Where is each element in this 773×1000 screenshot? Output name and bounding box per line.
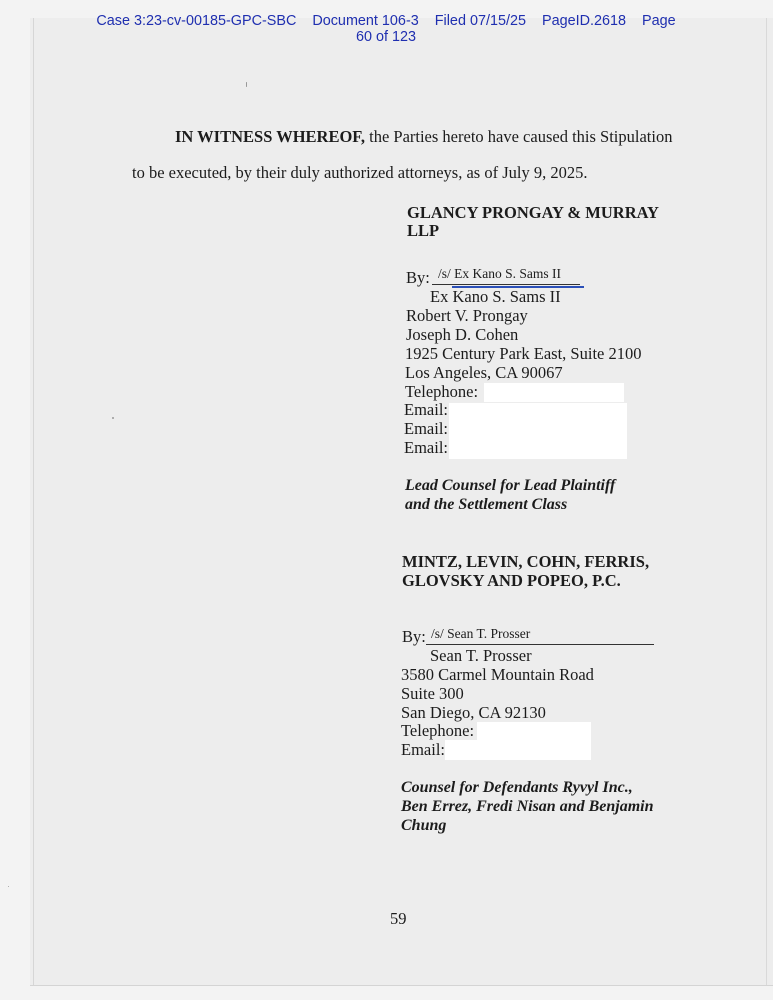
address-line: Suite 300 [401,684,464,703]
counsel-role: Lead Counsel for Lead Plaintiff [405,477,616,494]
firm-name-1-cont: LLP [407,221,440,240]
by-label: By: [406,268,430,287]
document-number: Document 106-3 [312,13,419,29]
signature: /s/ Sean T. Prosser [431,626,531,641]
address-line: 3580 Carmel Mountain Road [401,665,594,684]
witness-rest: the Parties hereto have caused this Stipulation [364,127,673,146]
signature-line [426,644,654,645]
page-edge [766,18,767,986]
filed-date: Filed 07/15/25 [434,13,526,29]
signature-line [432,284,580,285]
witness-line-1 [175,127,672,147]
telephone-label: Telephone: [405,382,479,401]
address-line: 1925 Century Park East, Suite 2100 [405,344,642,363]
counsel-role-cont: Ben Errez, Fredi Nisan and Benjamin [401,798,654,815]
email-label: Email: [404,438,448,457]
case-number: Case 3:23-cv-00185-GPC-SBC [96,13,297,29]
page-number: 59 [390,909,407,928]
page-of-total: 60 of 123 [355,29,416,45]
page-id: PageID.2618 [541,13,626,29]
firm-name-2-cont: GLOVSKY AND POPEO, P.C. [402,571,621,590]
signer-name: Ex Kano S. Sams II [430,287,561,306]
attorney-name: Joseph D. Cohen [406,325,519,344]
redaction-box [477,722,591,740]
firm-name-1: GLANCY PRONGAY & MURRAY [407,203,659,222]
address-line: Los Angeles, CA 90067 [405,363,563,382]
witness-line-2: to be executed, by their duly authorized attorneys, as of July 9, 2025. [132,163,588,182]
page-edge [33,18,34,986]
attorney-name: Robert V. Prongay [406,306,528,325]
signature: /s/ Ex Kano S. Sams II [438,266,561,281]
counsel-role: Counsel for Defendants Ryvyl Inc., [401,779,633,796]
filing-header [50,13,722,45]
email-label: Email: [401,740,445,759]
signer-name: Sean T. Prosser [430,646,532,665]
email-label: Email: [404,419,448,438]
counsel-role-cont: Chung [401,817,447,834]
firm-name-2: MINTZ, LEVIN, COHN, FERRIS, [402,552,650,571]
telephone-label: Telephone: [401,721,475,740]
by-label: By: [402,627,426,646]
page-label: Page [641,13,676,29]
redaction-box [484,383,624,402]
redaction-box [445,740,591,760]
address-line: San Diego, CA 92130 [401,703,546,722]
email-label: Email: [404,400,448,419]
counsel-role-cont: and the Settlement Class [405,496,568,513]
scan-speck [112,417,114,419]
witness-lead: IN WITNESS WHEREOF, [175,127,365,146]
scan-speck [246,82,247,87]
page-edge [30,985,773,986]
redaction-box [449,403,627,459]
scan-speck [8,886,9,887]
